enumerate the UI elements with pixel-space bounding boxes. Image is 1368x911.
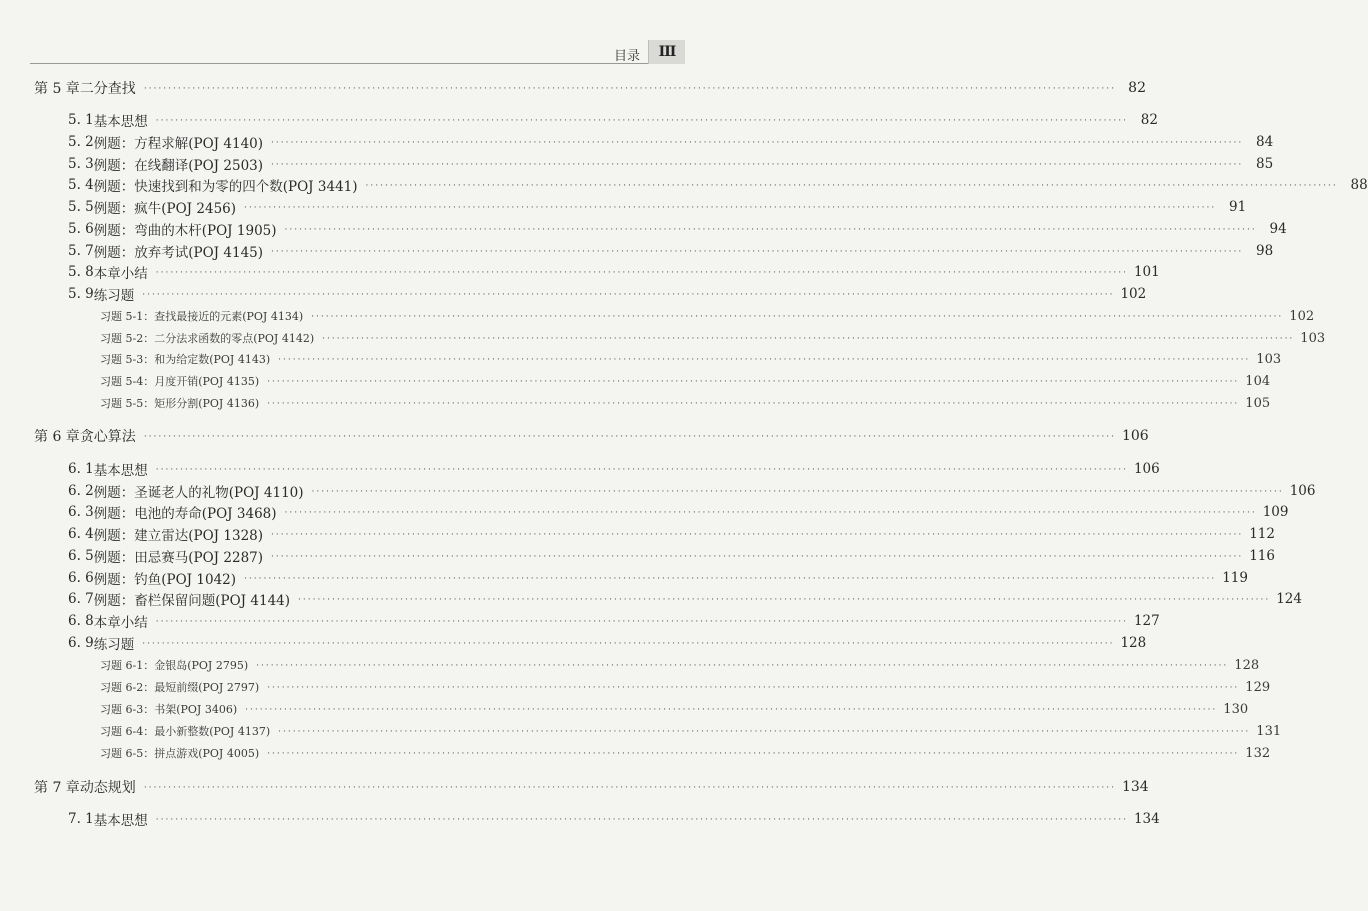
toc-section-row[interactable]	[68, 502, 1289, 522]
toc-entry-number: 第 6 章	[34, 429, 80, 445]
toc-exercise-row[interactable]	[100, 328, 1326, 348]
toc-page-number: 94	[1269, 221, 1287, 237]
dot-leader: ········································································································································································································	[245, 705, 1218, 715]
toc-entry-title: 例题：在线翻译(POJ 2503)	[93, 158, 264, 174]
dot-leader: ········································································································································································································	[244, 574, 1217, 584]
toc-section-row[interactable]	[68, 262, 1160, 282]
toc-entry-title: 习题 6-4：最小新整数(POJ 4137)	[100, 725, 271, 738]
toc-entry-title: 例题：快速找到和为零的四个数(POJ 3441)	[93, 179, 358, 195]
dot-leader: ········································································································································································································	[271, 552, 1244, 562]
toc-entry-title: 贪心算法	[79, 429, 136, 445]
toc-entry-number: 5. 3	[68, 156, 94, 172]
toc-section-row[interactable]	[68, 132, 1274, 152]
toc-entry-number: 第 5 章	[34, 81, 80, 97]
toc-page-number: 84	[1256, 134, 1274, 150]
toc-entry-title: 例题：钓鱼(POJ 1042)	[93, 572, 237, 588]
toc-page-number: 106	[1289, 483, 1316, 499]
toc-section-row[interactable]	[68, 611, 1160, 631]
toc-section-row[interactable]	[68, 546, 1275, 566]
toc-entry-number: 6. 4	[68, 526, 94, 542]
toc-entry-title: 习题 5-1：查找最接近的元素(POJ 4134)	[100, 310, 304, 323]
toc-entry-title: 例题：畜栏保留问题(POJ 4144)	[93, 593, 291, 609]
toc-page-number: 129	[1245, 679, 1271, 695]
toc-entry-number: 5. 9	[68, 286, 94, 302]
dot-leader: ········································································································································································································	[267, 377, 1240, 387]
toc-entry-title: 习题 6-3：书架(POJ 3406)	[100, 703, 238, 716]
dot-leader: ········································································································································································································	[365, 181, 1338, 191]
toc-entry-number: 6. 9	[68, 635, 94, 651]
toc-section-row[interactable]	[68, 568, 1248, 588]
toc-exercise-row[interactable]	[100, 721, 1282, 741]
toc-page-number: 91	[1229, 199, 1247, 215]
toc-page-number: 109	[1262, 504, 1289, 520]
dot-leader: ········································································································································································································	[271, 247, 1244, 257]
toc-entry-number: 5. 2	[68, 134, 94, 150]
dot-leader: ········································································································································································································	[155, 268, 1128, 278]
section-tab: III	[648, 40, 685, 64]
toc-page-number: 106	[1133, 461, 1160, 477]
toc-page-number: 127	[1133, 613, 1160, 629]
toc-entry-number: 7. 1	[68, 811, 94, 827]
toc-entry-title: 基本思想	[93, 813, 148, 829]
toc-page-number: 132	[1245, 745, 1271, 761]
toc-chapter-row[interactable]	[34, 78, 1146, 98]
dot-leader: ········································································································································································································	[278, 727, 1251, 737]
dot-leader: ········································································································································································································	[155, 465, 1128, 475]
dot-leader: ········································································································································································································	[244, 203, 1217, 213]
toc-page-number: 128	[1120, 635, 1147, 651]
toc-entry-title: 动态规划	[79, 780, 136, 796]
toc-entry-title: 例题：电池的寿命(POJ 3468)	[93, 506, 277, 522]
toc-section-row[interactable]	[68, 175, 1368, 195]
toc-page-number: 130	[1223, 701, 1249, 717]
toc-exercise-row[interactable]	[100, 349, 1282, 369]
dot-leader: ········································································································································································································	[284, 508, 1257, 518]
dot-leader: ········································································································································································································	[322, 334, 1295, 344]
toc-page-number: 104	[1245, 373, 1271, 389]
toc-entry-title: 练习题	[93, 637, 135, 653]
toc-exercise-row[interactable]	[100, 699, 1249, 719]
toc-section-row[interactable]	[68, 524, 1275, 544]
toc-entry-number: 6. 2	[68, 483, 94, 499]
toc-entry-number: 5. 8	[68, 264, 94, 280]
toc-page-number: 103	[1300, 330, 1326, 346]
toc-page-number: 103	[1256, 351, 1282, 367]
toc-entry-number: 5. 5	[68, 199, 94, 215]
toc-section-row[interactable]	[68, 633, 1147, 653]
toc-entry-number: 5. 7	[68, 243, 94, 259]
toc-exercise-row[interactable]	[100, 677, 1271, 697]
toc-exercise-row[interactable]	[100, 393, 1271, 413]
toc-entry-number: 6. 7	[68, 591, 94, 607]
toc-entry-title: 基本思想	[93, 463, 148, 479]
toc-exercise-row[interactable]	[100, 743, 1271, 763]
toc-page-number: 106	[1121, 428, 1149, 444]
toc-section-row[interactable]	[68, 481, 1316, 501]
dot-leader: ········································································································································································································	[267, 683, 1240, 693]
toc-entry-title: 例题：田忌赛马(POJ 2287)	[93, 550, 264, 566]
toc-entry-title: 例题：疯牛(POJ 2456)	[93, 201, 237, 217]
toc-exercise-row[interactable]	[100, 655, 1260, 675]
dot-leader: ········································································································································································································	[142, 639, 1115, 649]
toc-page-number: 82	[1140, 112, 1158, 128]
dot-leader: ········································································································································································································	[271, 138, 1244, 148]
toc-section-row[interactable]	[68, 219, 1287, 239]
toc-entry-number: 6. 5	[68, 548, 94, 564]
dot-leader: ········································································································································································································	[311, 312, 1284, 322]
toc-section-row[interactable]	[68, 241, 1274, 261]
toc-entry-number: 5. 4	[68, 177, 94, 193]
toc-entry-title: 例题：放弃考试(POJ 4145)	[93, 245, 264, 261]
toc-page-number: 88	[1350, 177, 1368, 193]
toc-entry-title: 习题 6-2：最短前缀(POJ 2797)	[100, 681, 260, 694]
toc-entry-number: 6. 8	[68, 613, 94, 629]
toc-entry-title: 习题 5-2：二分法求函数的零点(POJ 4142)	[100, 332, 315, 345]
dot-leader: ········································································································································································································	[143, 432, 1116, 442]
toc-section-row[interactable]	[68, 809, 1160, 829]
dot-leader: ········································································································································································································	[311, 487, 1284, 497]
toc-entry-title: 练习题	[93, 288, 135, 304]
toc-chapter-row[interactable]	[34, 777, 1149, 797]
toc-section-row[interactable]	[68, 589, 1302, 609]
toc-page-number: 98	[1256, 243, 1274, 259]
toc-page-number: 128	[1234, 657, 1260, 673]
toc-page-number: 101	[1133, 264, 1160, 280]
toc-entry-title: 二分查找	[79, 81, 136, 97]
toc-section-row[interactable]	[68, 154, 1274, 174]
dot-leader: ········································································································································································································	[298, 595, 1271, 605]
toc-page-number: 119	[1222, 570, 1248, 586]
toc-entry-title: 习题 5-4：月度开销(POJ 4135)	[100, 375, 260, 388]
toc-entry-title: 本章小结	[93, 615, 148, 631]
dot-leader: ········································································································································································································	[143, 783, 1116, 793]
dot-leader: ········································································································································································································	[142, 290, 1115, 300]
toc-exercise-row[interactable]	[100, 371, 1271, 391]
toc-page-number: 134	[1133, 811, 1160, 827]
toc-entry-title: 基本思想	[93, 114, 148, 130]
toc-entry-number: 6. 6	[68, 570, 94, 586]
toc-section-row[interactable]	[68, 197, 1247, 217]
dot-leader: ········································································································································································································	[267, 749, 1240, 759]
dot-leader: ········································································································································································································	[143, 84, 1116, 94]
toc-exercise-row[interactable]	[100, 306, 1315, 326]
toc-entry-number: 第 7 章	[34, 780, 80, 796]
header-title: 目录	[613, 49, 640, 64]
toc-section-row[interactable]	[68, 284, 1147, 304]
toc-entry-title: 习题 5-3：和为给定数(POJ 4143)	[100, 353, 271, 366]
toc-entry-title: 例题：弯曲的木杆(POJ 1905)	[93, 223, 277, 239]
toc-section-row[interactable]	[68, 110, 1158, 130]
toc-page-number: 131	[1256, 723, 1282, 739]
dot-leader: ········································································································································································································	[271, 530, 1244, 540]
toc-entry-title: 习题 6-1：金银岛(POJ 2795)	[100, 659, 249, 672]
toc-entry-number: 6. 3	[68, 504, 94, 520]
toc-page-number: 116	[1249, 548, 1275, 564]
toc-page-number: 134	[1121, 779, 1149, 795]
dot-leader: ········································································································································································································	[271, 160, 1244, 170]
toc-page-number: 85	[1256, 156, 1274, 172]
toc-entry-title: 例题：圣诞老人的礼物(POJ 4110)	[93, 485, 304, 501]
dot-leader: ········································································································································································································	[284, 225, 1257, 235]
dot-leader: ········································································································································································································	[155, 815, 1128, 825]
toc-section-row[interactable]	[68, 459, 1160, 479]
toc-page-number: 102	[1120, 286, 1147, 302]
toc-page-number: 124	[1276, 591, 1302, 607]
toc-entry-title: 本章小结	[93, 266, 148, 282]
toc-chapter-row[interactable]	[34, 426, 1149, 446]
toc-entry-title: 习题 5-5：矩形分割(POJ 4136)	[100, 397, 260, 410]
toc-page-number: 82	[1128, 80, 1146, 96]
dot-leader: ········································································································································································································	[267, 399, 1240, 409]
toc-page-number: 102	[1289, 308, 1315, 324]
toc-entry-title: 例题：建立雷达(POJ 1328)	[93, 528, 264, 544]
toc-entry-number: 5. 6	[68, 221, 94, 237]
dot-leader: ········································································································································································································	[155, 617, 1128, 627]
dot-leader: ········································································································································································································	[155, 116, 1128, 126]
dot-leader: ········································································································································································································	[278, 355, 1251, 365]
toc-entry-title: 习题 6-5：拼点游戏(POJ 4005)	[100, 747, 260, 760]
toc-page-number: 105	[1245, 395, 1271, 411]
toc-entry-number: 5. 1	[68, 112, 94, 128]
toc-page-number: 112	[1249, 526, 1275, 542]
toc-entry-title: 例题：方程求解(POJ 4140)	[93, 136, 264, 152]
dot-leader: ········································································································································································································	[256, 661, 1229, 671]
toc-entry-number: 6. 1	[68, 461, 94, 477]
